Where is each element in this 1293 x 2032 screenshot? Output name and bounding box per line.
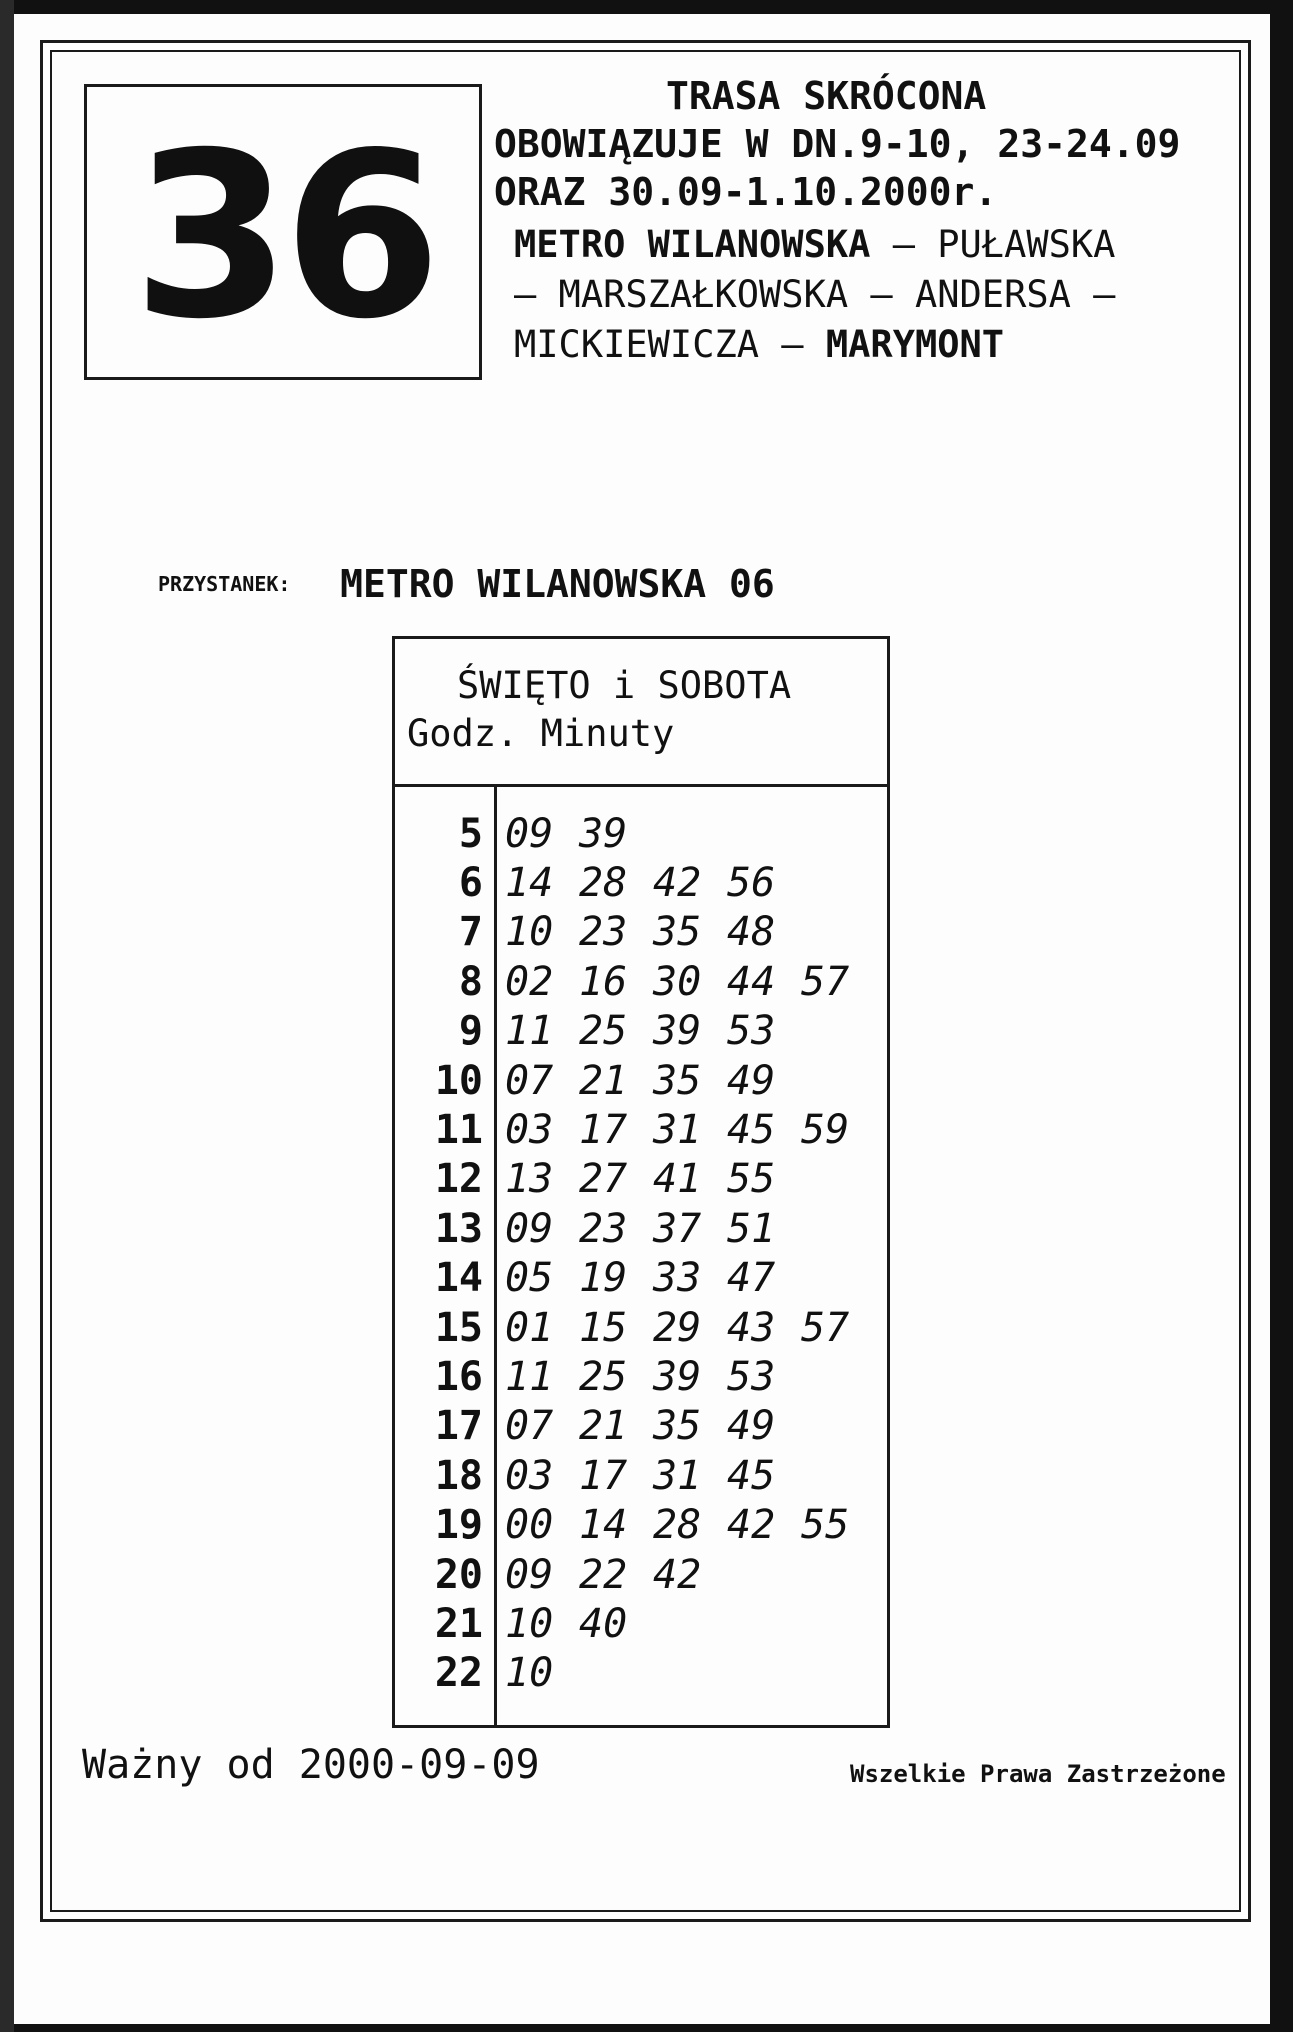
departure-minute: 31	[653, 1107, 702, 1154]
timetable-row	[395, 858, 887, 907]
stop-label: PRZYSTANEK:	[158, 572, 291, 596]
hour-cell: 17	[434, 1403, 483, 1450]
timetable-row	[395, 1204, 887, 1253]
departure-minute: 57	[801, 1304, 850, 1351]
hour-cell: 21	[434, 1600, 483, 1647]
departure-minute: 25	[579, 1008, 628, 1055]
minutes-cell	[505, 1156, 801, 1202]
valid-from: Ważny od 2000-09-09	[82, 1742, 540, 1788]
hour-cell: 7	[458, 909, 483, 956]
hour-cell: 20	[434, 1551, 483, 1598]
minutes-cell	[505, 1552, 727, 1598]
timetable-row	[395, 957, 887, 1006]
minutes-cell	[505, 1502, 875, 1548]
departure-minute: 49	[727, 1057, 776, 1104]
departure-minute: 14	[579, 1502, 628, 1549]
route-variant-title: TRASA SKRÓCONA	[666, 74, 987, 118]
departure-minute: 17	[579, 1107, 628, 1154]
minutes-cell	[505, 959, 875, 1005]
departure-minute: 39	[653, 1353, 702, 1400]
departure-minute: 02	[505, 958, 554, 1005]
stop-row	[158, 562, 775, 606]
departure-minute: 30	[653, 958, 702, 1005]
departure-minute: 01	[505, 1304, 554, 1351]
minutes-cell	[505, 811, 653, 857]
minutes-cell	[505, 1650, 579, 1696]
hour-cell: 15	[434, 1304, 483, 1351]
route-line-3-start: MICKIEWICZA –	[514, 323, 826, 366]
scan-edge	[0, 0, 14, 2032]
departure-minute: 28	[653, 1502, 702, 1549]
hour-cell: 9	[458, 1008, 483, 1055]
timetable-header	[395, 639, 887, 787]
departure-minute: 44	[727, 958, 776, 1005]
timetable-row	[395, 908, 887, 957]
hour-cell: 8	[458, 958, 483, 1005]
departure-minute: 33	[653, 1255, 702, 1302]
timetable-row	[395, 1105, 887, 1154]
minutes-cell	[505, 1058, 801, 1104]
departure-minute: 22	[579, 1551, 628, 1598]
day-type: ŚWIĘTO i SOBOTA	[457, 664, 792, 707]
timetable-sheet	[14, 14, 1270, 2024]
departure-minute: 35	[653, 1403, 702, 1450]
timetable-row	[395, 1155, 887, 1204]
departure-minute: 31	[653, 1452, 702, 1499]
hour-cell: 6	[458, 860, 483, 907]
departure-minute: 53	[727, 1008, 776, 1055]
departure-minute: 39	[579, 810, 628, 857]
departure-minute: 09	[505, 1205, 554, 1252]
validity-line-2: ORAZ 30.09-1.10.2000r.	[494, 170, 998, 214]
route-header	[494, 72, 1274, 370]
departure-minute: 41	[653, 1156, 702, 1203]
departure-minute: 21	[579, 1057, 628, 1104]
departure-minute: 49	[727, 1403, 776, 1450]
departure-minute: 11	[505, 1353, 554, 1400]
departure-minute: 29	[653, 1304, 702, 1351]
departure-minute: 10	[505, 1650, 554, 1697]
hour-cell: 5	[458, 810, 483, 857]
timetable-row	[395, 1056, 887, 1105]
minutes-cell	[505, 1354, 801, 1400]
timetable-body	[395, 809, 887, 1698]
departure-minute: 15	[579, 1304, 628, 1351]
minutes-cell	[505, 1206, 801, 1252]
departure-minute: 48	[727, 909, 776, 956]
timetable-table	[392, 636, 890, 1728]
departure-minute: 53	[727, 1353, 776, 1400]
timetable-row	[395, 1352, 887, 1401]
minutes-cell	[505, 909, 801, 955]
departure-minute: 55	[727, 1156, 776, 1203]
timetable-row	[395, 1649, 887, 1698]
minutes-cell	[505, 1305, 875, 1351]
departure-minute: 17	[579, 1452, 628, 1499]
departure-minute: 35	[653, 1057, 702, 1104]
departure-minute: 27	[579, 1156, 628, 1203]
hour-cell: 16	[434, 1353, 483, 1400]
timetable-row	[395, 1254, 887, 1303]
departure-minute: 55	[801, 1502, 850, 1549]
departure-minute: 51	[727, 1205, 776, 1252]
departure-minute: 40	[579, 1600, 628, 1647]
validity-line-1: OBOWIĄZUJE W DN.9-10, 23-24.09	[494, 122, 1181, 166]
departure-minute: 57	[801, 958, 850, 1005]
hour-cell: 12	[434, 1156, 483, 1203]
departure-minute: 23	[579, 1205, 628, 1252]
minutes-cell	[505, 1453, 801, 1499]
departure-minute: 07	[505, 1403, 554, 1450]
departure-minute: 42	[653, 1551, 702, 1598]
departure-minute: 07	[505, 1057, 554, 1104]
departure-minute: 10	[505, 909, 554, 956]
route-end-stop: MARYMONT	[825, 323, 1005, 366]
minutes-cell	[505, 1255, 801, 1301]
departure-minute: 11	[505, 1008, 554, 1055]
departure-minute: 19	[579, 1255, 628, 1302]
departure-minute: 37	[653, 1205, 702, 1252]
departure-minute: 45	[727, 1452, 776, 1499]
timetable-row	[395, 1550, 887, 1599]
route-number: 36	[132, 103, 434, 369]
route-line-2: – MARSZAŁKOWSKA – ANDERSA –	[514, 273, 1116, 316]
hour-cell: 10	[434, 1057, 483, 1104]
departure-minute: 14	[505, 860, 554, 907]
minutes-cell	[505, 860, 801, 906]
hour-cell: 18	[434, 1452, 483, 1499]
departure-minute: 16	[579, 958, 628, 1005]
departure-minute: 56	[727, 860, 776, 907]
departure-minute: 43	[727, 1304, 776, 1351]
timetable-row	[395, 1007, 887, 1056]
departure-minute: 59	[801, 1107, 850, 1154]
departure-minute: 21	[579, 1403, 628, 1450]
hour-cell: 14	[434, 1255, 483, 1302]
copyright-notice: Wszelkie Prawa Zastrzeżone	[850, 1760, 1226, 1788]
hour-cell: 22	[434, 1650, 483, 1697]
hour-cell: 11	[434, 1107, 483, 1154]
minutes-cell	[505, 1008, 801, 1054]
departure-minute: 47	[727, 1255, 776, 1302]
departure-minute: 13	[505, 1156, 554, 1203]
departure-minute: 10	[505, 1600, 554, 1647]
timetable-row	[395, 809, 887, 858]
departure-minute: 42	[727, 1502, 776, 1549]
hour-cell: 13	[434, 1205, 483, 1252]
route-line-1	[514, 220, 1274, 270]
departure-minute: 28	[579, 860, 628, 907]
route-line-1-rest: – PUŁAWSKA	[870, 223, 1116, 266]
timetable-row	[395, 1303, 887, 1352]
departure-minute: 45	[727, 1107, 776, 1154]
departure-minute: 03	[505, 1107, 554, 1154]
departure-minute: 35	[653, 909, 702, 956]
departure-minute: 42	[653, 860, 702, 907]
timetable-row	[395, 1599, 887, 1648]
stop-name: METRO WILANOWSKA 06	[340, 562, 775, 606]
minutes-cell	[505, 1403, 801, 1449]
route-start-stop: METRO WILANOWSKA	[514, 223, 871, 266]
departure-minute: 03	[505, 1452, 554, 1499]
timetable-row	[395, 1451, 887, 1500]
hour-cell: 19	[434, 1502, 483, 1549]
departure-minute: 05	[505, 1255, 554, 1302]
minutes-cell	[505, 1107, 875, 1153]
departure-minute: 09	[505, 1551, 554, 1598]
departure-minute: 23	[579, 909, 628, 956]
departure-minute: 00	[505, 1502, 554, 1549]
route-description	[494, 220, 1274, 370]
minutes-cell	[505, 1601, 653, 1647]
departure-minute: 39	[653, 1008, 702, 1055]
departure-minute: 25	[579, 1353, 628, 1400]
column-headers: Godz. Minuty	[407, 712, 675, 755]
timetable-row	[395, 1500, 887, 1549]
timetable-row	[395, 1402, 887, 1451]
route-line-3	[514, 320, 1274, 370]
departure-minute: 09	[505, 810, 554, 857]
route-number-box	[84, 84, 482, 380]
